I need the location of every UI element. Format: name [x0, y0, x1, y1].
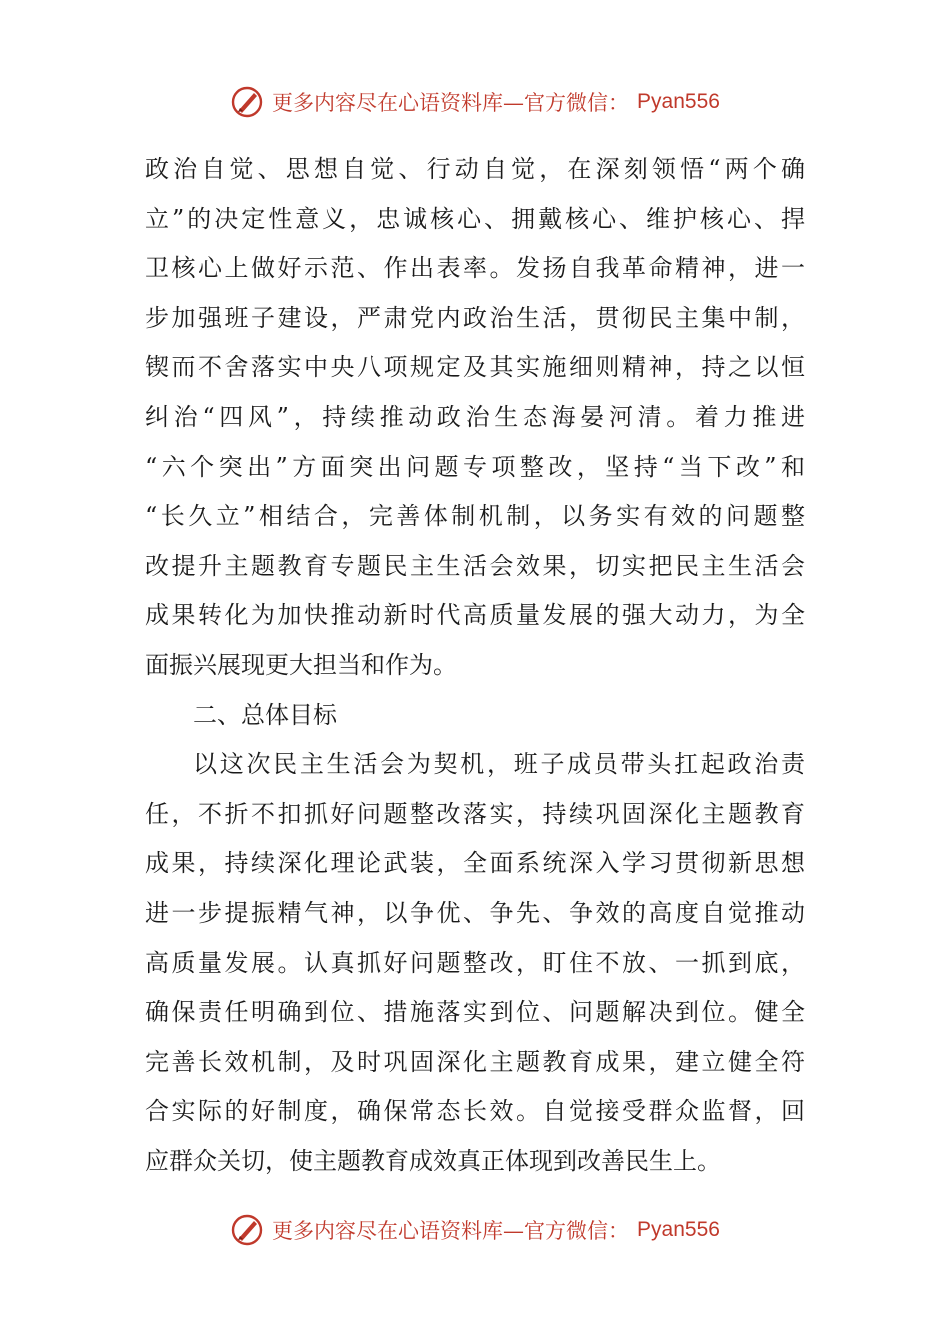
section-heading [145, 691, 805, 741]
text-line: 步加强班子建设，严肃党内政治生活，贯彻民主集中制， [145, 303, 805, 332]
text-line: 锲而不舍落实中央八项规定及其实施细则精神，持之以恒 [145, 353, 805, 382]
watermark-banner-bottom [0, 1210, 950, 1250]
text-line: 进一步提振精气神，以争优、争先、争效的高度自觉推动 [145, 898, 805, 927]
text-line: 纠治“四风”，持续推动政治生态海晏河清。着力推进 [145, 402, 805, 431]
text-line: 面振兴展现更大担当和作为。 [145, 650, 457, 679]
watermark-banner-top [0, 82, 950, 122]
text-line: “六个突出”方面突出问题专项整改，坚持“当下改”和 [145, 452, 805, 481]
text-line: 卫核心上做好示范、作出表率。发扬自我革命精神，进一 [145, 254, 805, 283]
text-line: “长久立”相结合，完善体制机制，以务实有效的问题整 [145, 502, 805, 531]
paragraph-1 [145, 145, 805, 691]
watermark-text: 更多内容尽在心语资料库—官方微信： [272, 91, 630, 115]
watermark-wechat-id: Pyan556 [637, 1218, 720, 1241]
text-line: 完善长效机制，及时巩固深化主题教育成果，建立健全符 [145, 1047, 805, 1076]
watermark-wechat-id: Pyan556 [637, 90, 720, 113]
text-line: 政治自觉、思想自觉、行动自觉，在深刻领悟“两个确 [145, 155, 805, 183]
text-line: 高质量发展。认真抓好问题整改，盯住不放、一抓到底， [145, 948, 805, 977]
text-line: 合实际的好制度，确保常态长效。自觉接受群众监督，回 [145, 1097, 805, 1126]
paragraph-2 [145, 740, 805, 1186]
document-body [145, 145, 805, 1186]
text-line: 任，不折不扣抓好问题整改落实，持续巩固深化主题教育 [145, 799, 805, 828]
pen-logo-icon [230, 85, 264, 119]
text-line: 成果，持续深化理论武装，全面系统深入学习贯彻新思想 [145, 849, 805, 878]
heading-text: 二、总体目标 [193, 700, 337, 729]
text-line: 成果转化为加快推动新时代高质量发展的强大动力，为全 [145, 601, 805, 630]
text-line: 改提升主题教育专题民主生活会效果，切实把民主生活会 [145, 551, 805, 580]
text-line: 应群众关切，使主题教育成效真正体现到改善民生上。 [145, 1146, 721, 1175]
text-line: 以这次民主生活会为契机，班子成员带头扛起政治责 [193, 750, 805, 779]
pen-logo-icon [230, 1213, 264, 1247]
watermark-text: 更多内容尽在心语资料库—官方微信： [272, 1219, 630, 1243]
text-line: 立”的决定性意义，忠诚核心、拥戴核心、维护核心、捍 [145, 204, 805, 233]
text-line: 确保责任明确到位、措施落实到位、问题解决到位。健全 [145, 998, 805, 1027]
